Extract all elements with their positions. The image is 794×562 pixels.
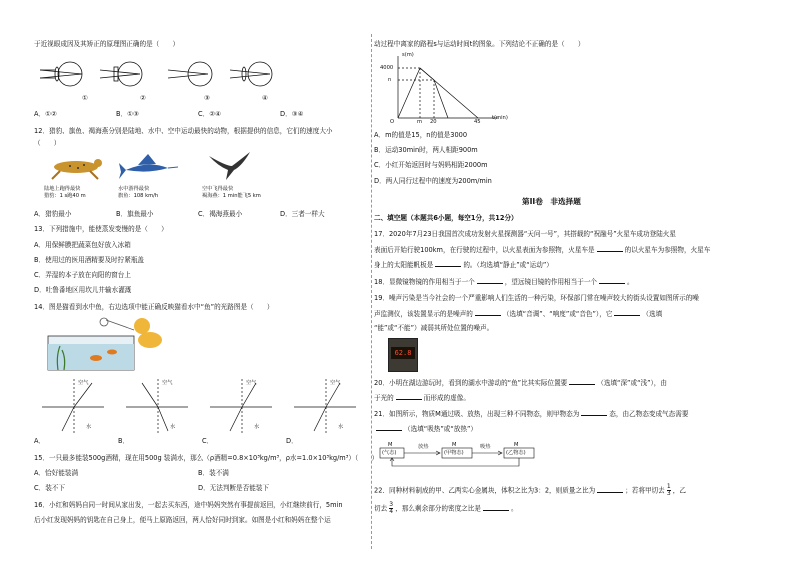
cheetah-caption-1: 陆地上跑得最快 bbox=[44, 186, 81, 192]
q19-blank-2[interactable] bbox=[614, 309, 640, 316]
q15-stem: 15．一只最多能装500g酒精，现在用500g 装满水，那么（ρ酒精=0.8×10³kg/m³，ρ水=1.0×10³kg/m³）（ ） bbox=[34, 454, 379, 462]
q13-stem: 13．下列措施中，能使蒸发变慢的是（ ） bbox=[34, 225, 168, 233]
state-arrows bbox=[378, 440, 538, 472]
q15-opt-d: D．无法判断是否能装下 bbox=[198, 484, 270, 492]
fraction-1-3: $\frac{1}{3}$ bbox=[666, 483, 671, 497]
noise-monitor-image bbox=[388, 338, 418, 372]
fig-label-2: ② bbox=[140, 94, 146, 102]
q21-line-1: 21．如图所示，物质M通过吸、放热，出现三种不同物态，则甲物态为 态，由乙物态变成气态需要 bbox=[374, 410, 689, 418]
state3-bottom: (乙物态) bbox=[506, 450, 526, 456]
state2-bottom: (甲物态) bbox=[444, 450, 464, 456]
q13-opt-b: B．使用过的医用酒精要及时拧紧瓶盖 bbox=[34, 256, 145, 264]
air-label-d: 空气 bbox=[330, 380, 341, 386]
state1-top: M bbox=[388, 442, 393, 448]
swallow-caption-2: 褐海燕：1 min能飞5 km bbox=[202, 193, 261, 199]
fraction-3-4: $\frac{3}{4}$ bbox=[389, 501, 394, 515]
water-label-d: 水 bbox=[338, 424, 344, 430]
q20-blank-2[interactable] bbox=[396, 393, 422, 400]
air-label-a: 空气 bbox=[78, 380, 89, 386]
state1-bottom: (气态) bbox=[382, 450, 397, 456]
q12-opt-b: B．旗鱼最小 bbox=[116, 210, 154, 218]
graph-y-label: s(m) bbox=[402, 52, 414, 58]
q16-line-3: 动过程中离家的路程s与运动时间t的图象。下列结论不正确的是（ ） bbox=[374, 40, 585, 48]
q17-line-2: 表面后开始行驶100km，在行驶的过程中，以火星表面为参照物，火星车是 的以火星车为参照物，火星车 bbox=[374, 246, 711, 254]
q16-opt-d: D．两人同行过程中的速度为200m/min bbox=[374, 177, 492, 185]
noise-reading: 62.8 bbox=[391, 347, 415, 359]
q14-opt-d: D． bbox=[286, 437, 298, 445]
arrow2-label: 吸热 bbox=[480, 444, 491, 450]
water-label-b: 水 bbox=[170, 424, 176, 430]
state2-top: M bbox=[452, 442, 457, 448]
eye-diagram-2 bbox=[100, 62, 142, 86]
fig-label-3: ③ bbox=[204, 94, 210, 102]
q15-opt-c: C．装不下 bbox=[34, 484, 65, 492]
q17-blank-1[interactable] bbox=[597, 245, 623, 252]
q21-line-2: （选填“吸热”或“放热”） bbox=[374, 424, 477, 433]
q22-line-2: 切去 $\frac{3}{4}$ ，那么剩余部分的密度之比是 。 bbox=[374, 501, 518, 515]
q16-opt-c: C．小红开始返回时与妈妈相距2000m bbox=[374, 161, 488, 169]
arrow1-label: 放热 bbox=[418, 444, 429, 450]
q22-line-1: 22．同种材料制成的甲、乙两实心金属块，体积之比为3：2，则质量之比为 ；若将甲切去 $\frac{1}{3}$ ，乙 bbox=[374, 483, 686, 497]
state3-top: M bbox=[514, 442, 519, 448]
light-path-b bbox=[126, 379, 188, 435]
part2-title: 第II卷 非选择题 bbox=[522, 197, 581, 206]
graph-x-tick-m: m bbox=[417, 119, 423, 125]
q12-opt-a: A．猎豹最小 bbox=[34, 210, 72, 218]
q19-line-3: “能”或“不能”）减弱其所处位置的噪声。 bbox=[374, 324, 494, 332]
q22-blank-2[interactable] bbox=[483, 504, 509, 511]
q16-opt-b: B．运动30min时，两人相距900m bbox=[374, 146, 478, 154]
q19-line-1: 19．噪声污染是当今社会的一个严重影响人们生活的一种污染，环保部门常在噪声较大的街头设置如图所示的噪 bbox=[374, 294, 699, 302]
sailfish-image bbox=[118, 152, 178, 182]
graph-x-tick-20: 20 bbox=[430, 119, 437, 125]
fig-label-1: ① bbox=[82, 94, 88, 102]
q18-blank-2[interactable] bbox=[599, 277, 625, 284]
swallow-image bbox=[204, 150, 254, 182]
q13-opt-c: C．弄湿的本子放在向阳的窗台上 bbox=[34, 271, 131, 279]
distance-time-graph bbox=[378, 52, 508, 124]
graph-origin: O bbox=[390, 119, 395, 125]
q12-stem-2: （ ） bbox=[34, 139, 61, 147]
sailfish-caption-1: 水中游得最快 bbox=[118, 186, 150, 192]
cat-fishtank-image bbox=[46, 316, 166, 374]
fill-header: 二、填空题（本题共6小题，每空1分，共12分） bbox=[374, 214, 518, 222]
q16-line-1: 16．小红和妈妈自同一时间从家出发，一起去买东西，途中妈妈突然有事提前返回，小红继续前行，5min bbox=[34, 501, 343, 509]
eye-diagram-3 bbox=[168, 62, 212, 86]
eye-diagram-1 bbox=[40, 62, 82, 86]
q20-line-1: 20．小明在湖边游玩时，看到的湖水中游动的“鱼”比其实际位置要 （选填“深”或“浅”），由 bbox=[374, 379, 667, 387]
q20-line-2: 于光的 而形成的虚像。 bbox=[374, 394, 470, 402]
sailfish-caption-2: 旗鱼：108 km/h bbox=[118, 193, 159, 199]
state-diagram bbox=[378, 440, 538, 472]
q17-line-1: 17．2020年7月23日我国首次成功发射火星探测器“天问一号”，其搭载的“祝融号”火星车成功登陆火星 bbox=[374, 230, 676, 238]
swallow-caption-1: 空中飞得最快 bbox=[202, 186, 234, 192]
q17-blank-2[interactable] bbox=[435, 260, 461, 267]
q14-opt-b: B． bbox=[118, 437, 130, 445]
q17-line-3: 身上的太阳能帆板是 的。（均选填“静止”或“运动”） bbox=[374, 261, 553, 269]
q21-blank-1[interactable] bbox=[581, 409, 607, 416]
q11-eye-diagrams bbox=[40, 60, 280, 100]
air-label-b: 空气 bbox=[162, 380, 173, 386]
air-label-c: 空气 bbox=[246, 380, 257, 386]
q14-opt-a: A． bbox=[34, 437, 46, 445]
q15-opt-a: A．恰好能装满 bbox=[34, 469, 79, 477]
q11-opt-a: A．①② bbox=[34, 110, 57, 118]
q18-blank-1[interactable] bbox=[477, 277, 503, 284]
q16-line-2: 后小红发现妈妈的钥匙在自己身上，便马上原路返回，两人恰好同时到家。如图是小红和妈妈在整个运 bbox=[34, 516, 331, 524]
light-path-c bbox=[210, 379, 272, 435]
q22-blank-1[interactable] bbox=[597, 486, 623, 493]
q18: 18．显微镜物镜的作用相当于一个 ，望远镜目镜的作用相当于一个 。 bbox=[374, 278, 634, 286]
q19-line-2: 声监测仪，该装置显示的是噪声的 （选填“音调”、“响度”或“音色”），它 （选填 bbox=[374, 310, 663, 318]
q20-blank-1[interactable] bbox=[569, 378, 595, 385]
graph-y-tick-4000: 4000 bbox=[380, 65, 394, 71]
water-label-c: 水 bbox=[254, 424, 260, 430]
eye-diagram-4 bbox=[230, 62, 272, 86]
graph-x-tick-45: 45 bbox=[474, 119, 481, 125]
graph-x-label: t(min) bbox=[492, 115, 508, 121]
q12-opt-d: D．三者一样大 bbox=[280, 210, 325, 218]
q14-light-paths bbox=[34, 377, 369, 437]
q16-opt-a: A．m的值是15，n的值是3000 bbox=[374, 131, 468, 139]
q12-stem-1: 12．猎豹、旗鱼、褐海燕分别是陆地、水中、空中运动最快的动物，根据提供的信息，它们的速度大小 bbox=[34, 127, 333, 135]
cheetah-image bbox=[46, 152, 106, 182]
q11-opt-b: B．①③ bbox=[116, 110, 139, 118]
q11-stem: 于近视眼成因及其矫正的原理图正确的是（ ） bbox=[34, 40, 180, 48]
q11-opt-d: D．③④ bbox=[280, 110, 304, 118]
q15-opt-b: B．装不满 bbox=[198, 469, 229, 477]
q12-opt-c: C．褐海燕最小 bbox=[198, 210, 243, 218]
q13-opt-a: A．用保鲜膜把蔬菜包好放入冰箱 bbox=[34, 241, 131, 249]
fig-label-4: ④ bbox=[262, 94, 268, 102]
cheetah-caption-2: 猎豹：1 s跑40 m bbox=[44, 193, 86, 199]
q21-blank-2[interactable] bbox=[376, 424, 402, 431]
column-divider bbox=[371, 34, 373, 549]
q13-opt-d: D．吐鲁番地区用坎儿井输水灌溉 bbox=[34, 286, 132, 294]
water-label-a: 水 bbox=[86, 424, 92, 430]
q19-blank-1[interactable] bbox=[475, 309, 501, 316]
q14-opt-c: C． bbox=[202, 437, 214, 445]
light-path-d bbox=[294, 379, 356, 435]
q14-stem: 14．图是猫看到水中鱼，右边选项中能正确反映猫看水中“鱼”的光路图是（ ） bbox=[34, 303, 274, 311]
q11-opt-c: C．②④ bbox=[198, 110, 222, 118]
graph-y-tick-n: n bbox=[388, 77, 392, 83]
light-path-a bbox=[42, 379, 104, 435]
